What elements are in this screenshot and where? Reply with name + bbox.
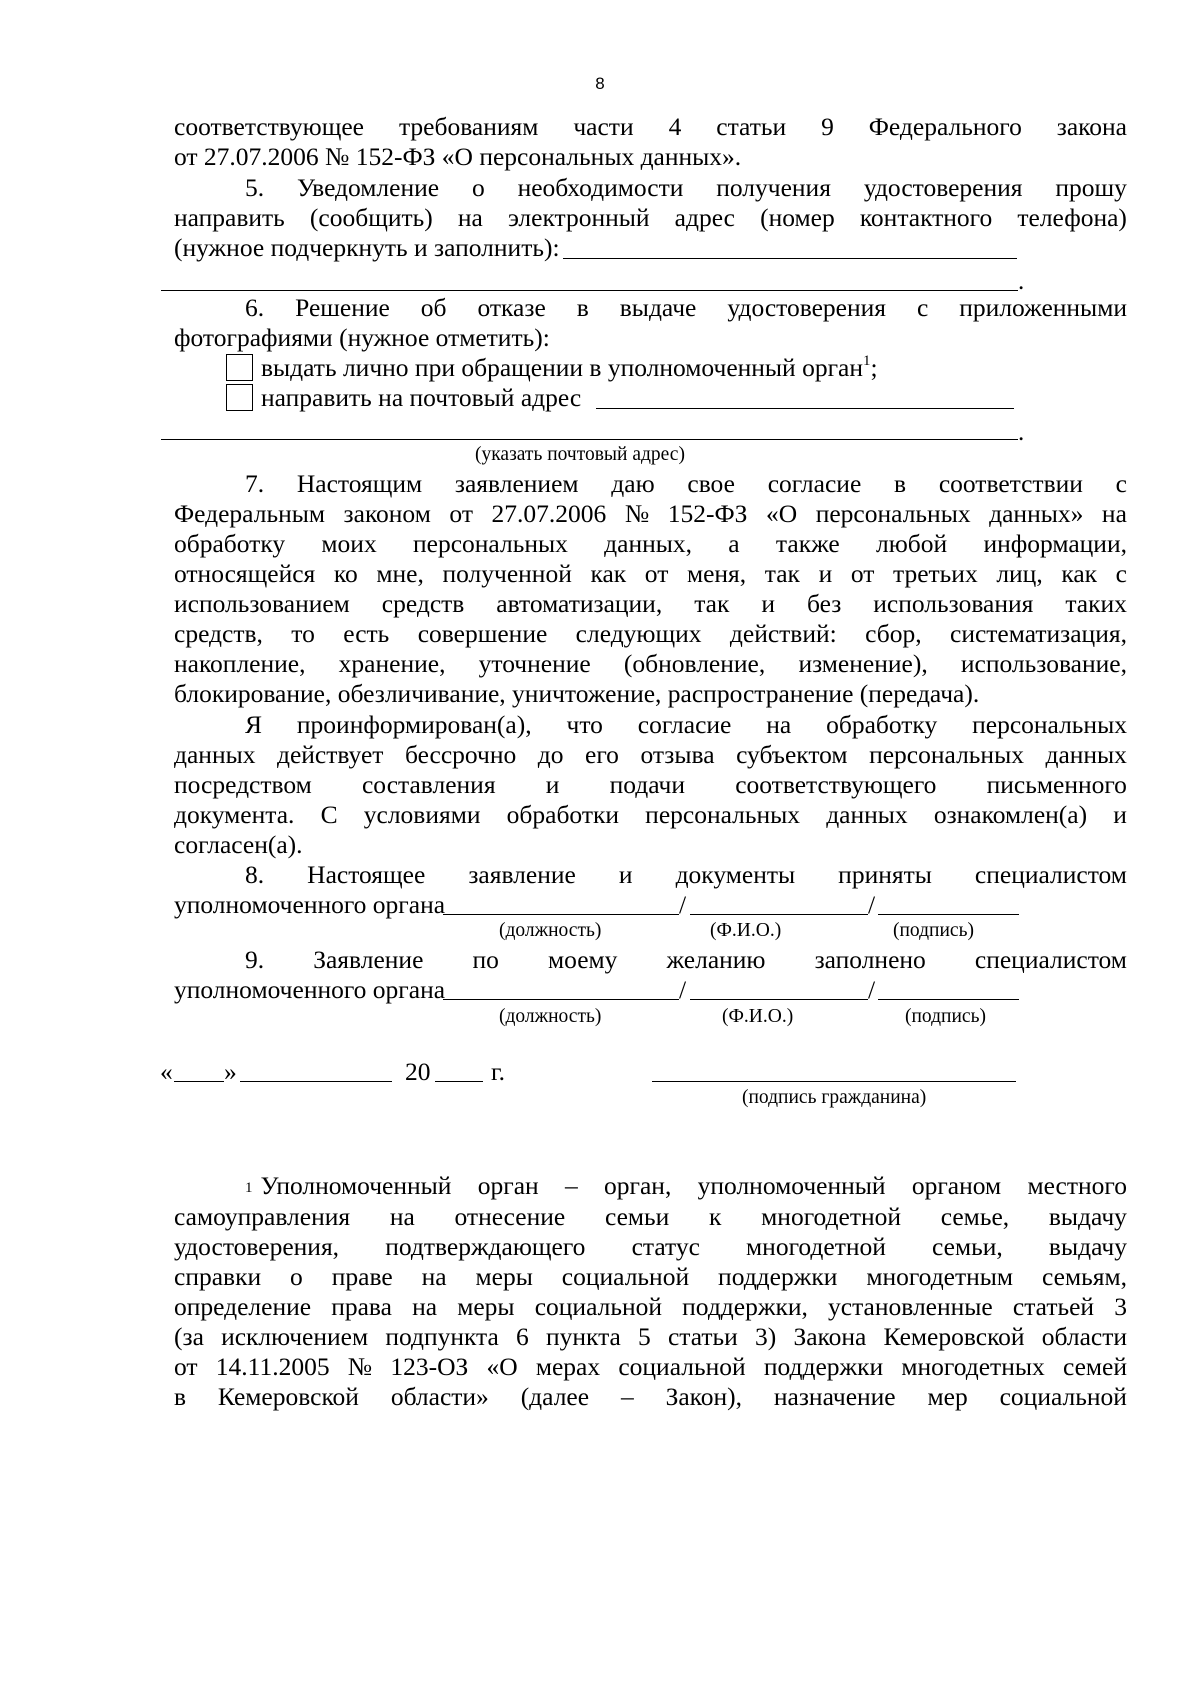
word: удостоверения [727,293,887,322]
word: Настоящее [307,860,426,889]
word: 4 [668,112,682,141]
para8-fio-field[interactable] [690,914,868,915]
word: (обновление, [623,649,766,678]
word: письменного [986,770,1127,799]
word: орган [477,1171,539,1200]
para7-line-5 [174,588,1127,620]
word: телефона) [1017,203,1127,232]
word: изменение), [798,649,928,678]
postal-address-fill-line[interactable] [596,408,1014,409]
contact-fill-line[interactable] [563,258,1017,259]
word: направить [174,203,285,232]
para8-position-field[interactable] [443,914,679,915]
word: уполномоченный [697,1171,886,1200]
word: закона [1056,112,1127,141]
word: и [545,770,560,799]
word: статус [631,1232,700,1261]
option-personal-pickup [261,352,878,384]
word: «О [486,1352,518,1381]
word: удостоверения, [174,1232,340,1261]
word: персональных [645,800,801,829]
word: ознакомлен(а) [933,800,1088,829]
word: отзыва [640,740,715,769]
para8-line-1 [245,859,1127,891]
word: 3) [755,1322,777,1351]
word: отнесение [454,1202,566,1231]
word: самоуправления [174,1202,351,1231]
word: специалистом [974,860,1127,889]
word: данных [174,740,256,769]
word: № [347,1352,373,1381]
word: Федеральным [174,499,325,528]
para7-line-8: блокирование, обезличивание, уничтожение, распространение (передача). [174,679,980,708]
word: отказе [477,293,546,322]
word: любой [875,529,948,558]
info-line-1 [245,709,1127,741]
word: об [420,293,447,322]
word: уточнение [478,649,591,678]
word: пункта [545,1322,621,1351]
word: 123-ОЗ [390,1352,469,1381]
word: социальной [618,1352,746,1381]
word: и [818,559,833,588]
para8-line-2: уполномоченного органа [174,890,446,919]
word: – [620,1382,634,1411]
word: на [457,203,483,232]
word: требованиям [398,112,539,141]
word: ко [333,559,358,588]
date-day-field[interactable] [174,1081,224,1082]
word: от [449,499,473,528]
word: заполнено [814,945,926,974]
word: соответствующее [174,112,364,141]
word: желанию [666,945,766,974]
para9-caption-sign: (подпись) [905,1006,986,1027]
word: Закон), [665,1382,743,1411]
footnote-line-5 [174,1291,1127,1323]
para5-fill-label: (нужное подчеркнуть и заполнить): [174,233,560,262]
word: части [573,112,634,141]
word: в [576,293,589,322]
word: (далее [520,1382,590,1411]
word: – [564,1171,578,1200]
footnote-line-3 [174,1231,1127,1263]
word: лиц, [996,559,1043,588]
word: документа. [174,800,295,829]
word: систематизация, [950,619,1127,648]
word: «О [765,499,798,528]
word: данных, [604,529,692,558]
word: хранение, [338,649,446,678]
word: получения [716,173,831,202]
para5-line-2 [174,202,1127,234]
word: накопление, [174,649,306,678]
word: статьей [1012,1292,1095,1321]
word: определение [174,1292,312,1321]
word: 8. [245,860,265,889]
word: справки [174,1262,262,1291]
para5-line-3 [174,232,1127,264]
word: субъектом [736,740,848,769]
word: согласие [637,710,732,739]
word: электронный [507,203,650,232]
footnote-ref: 1 [863,352,871,369]
word: исключением [221,1322,369,1351]
word: (за [174,1322,204,1351]
word: статьи [667,1322,738,1351]
word: адрес [674,203,735,232]
word: в [174,1382,187,1411]
word: подачи [609,770,685,799]
word: без [806,589,842,618]
info-line-4 [174,799,1127,831]
word: персональных [972,710,1127,739]
word: Я [245,710,263,739]
word: выдаче [619,293,697,322]
word: подпункта [385,1322,499,1351]
word: подтверждающего [385,1232,586,1261]
date-year-prefix: 20 [405,1057,431,1086]
word: персональных [413,529,568,558]
word: как [590,559,627,588]
para4-line-2: от 27.07.2006 № 152-ФЗ «О персональных данных». [174,142,742,171]
info-line-5: согласен(а). [174,830,303,859]
word: многодетной [746,1232,886,1261]
word: Уполномоченный [260,1171,452,1200]
word: приложенными [959,293,1127,322]
word: моих [321,529,377,558]
word: (номер [760,203,835,232]
word: данных [826,800,908,829]
word: действует [276,740,384,769]
word: 6 [516,1322,529,1351]
word: даю [611,469,655,498]
para7-line-6 [174,618,1127,650]
word: обработку [826,710,938,739]
word: праве [331,1262,393,1291]
word: социальной [999,1382,1127,1411]
word: области» [390,1382,489,1411]
word: выдачу [1048,1202,1127,1231]
word: меры [475,1262,533,1291]
para9-fio-field[interactable] [690,999,868,1000]
word: 9. [245,945,265,974]
word: статьи [716,112,787,141]
date-year-field[interactable] [435,1081,483,1082]
word: удостоверения [863,173,1023,202]
word: поддержки, [682,1292,808,1321]
word: 27.07.2006 [491,499,607,528]
word: а [728,529,740,558]
para9-slash-2: / [868,975,876,1004]
word: бессрочно [404,740,517,769]
word: и [618,860,633,889]
word: полученной [442,559,572,588]
footnote-line-4 [174,1261,1127,1293]
word: к [709,1202,722,1231]
postal-address-fill-line-2[interactable] [161,439,1018,440]
footnote-line-2 [174,1201,1127,1233]
word: на [766,710,792,739]
word: есть [343,619,390,648]
para6-line-2: фотографиями (нужное отметить): [174,323,550,352]
word: от [850,559,875,588]
para9-slash-1: / [679,975,687,1004]
date-close-quote: » [224,1057,237,1086]
word: на [421,1262,447,1291]
word: его [585,740,619,769]
word: мне, [376,559,424,588]
para5-end-dot: . [1018,268,1025,295]
word: и [1113,800,1127,829]
word: то [291,619,315,648]
para8-slash-1: / [679,890,687,919]
word: С [320,800,338,829]
word: средств [381,589,465,618]
word: меня, [686,559,747,588]
info-line-3 [174,769,1127,801]
word: так [694,589,730,618]
word: с [916,293,929,322]
word: Решение [295,293,390,322]
word: Закона [793,1322,867,1351]
para8-caption-fio: (Ф.И.О.) [710,920,782,941]
para9-caption-position: (должность) [499,1006,602,1027]
word: также [775,529,840,558]
date-month-field[interactable] [240,1081,392,1082]
word: семьи, [932,1232,1003,1261]
footnote-line-8 [174,1381,1127,1413]
word: прошу [1055,173,1127,202]
option-personal-pickup-label: выдать лично при обращении в уполномоченный орган [261,353,864,382]
word: средств, [174,619,263,648]
para9-line-1 [245,944,1127,976]
word: (сообщить) [309,203,433,232]
word: приняты [838,860,932,889]
option-postal-label: направить на почтовый адрес [261,383,582,412]
word: семьям, [1042,1262,1127,1291]
word: сбор, [865,619,922,648]
word: 14.11.2005 [215,1352,330,1381]
word: контактного [859,203,993,232]
contact-fill-line-2[interactable] [161,290,1018,291]
word: от [644,559,669,588]
word: 9 [821,112,834,141]
word: назначение [773,1382,896,1411]
word: органом [911,1171,1002,1200]
word: Настоящим [296,469,423,498]
word: 5. [245,173,265,202]
word: на [1101,499,1127,528]
para9-caption-fio: (Ф.И.О.) [722,1006,794,1027]
word: меры [457,1292,515,1321]
word: свое [687,469,735,498]
word: необходимости [517,173,684,202]
word: семей [1062,1352,1127,1381]
word: и [761,589,775,618]
word: как [1061,559,1098,588]
word: заявление [468,860,576,889]
word: автоматизации, [496,589,663,618]
word: от [174,1352,198,1381]
word: документы [675,860,796,889]
footnote-line-7 [174,1351,1127,1383]
word: социальной [534,1292,663,1321]
postal-address-hint: (указать почтовый адрес) [475,444,685,465]
para8-caption-sign: (подпись) [893,920,974,941]
footnote-line-1: $^1$ Уполномоченный орган – орган, уполномоченный органом местного [245,1171,1127,1200]
word: № [624,499,650,528]
word: составления [361,770,496,799]
word: что [566,710,603,739]
word: специалистом [974,945,1127,974]
word: о [471,173,485,202]
word: посредством [174,770,312,799]
word: 7. [245,469,265,498]
word: 6. [245,293,265,322]
word: о [290,1262,303,1291]
word: местного [1027,1171,1127,1200]
word: Кемеровской [217,1382,359,1411]
para7-line-4 [174,558,1127,590]
para9-signature-field[interactable] [878,999,1019,1000]
word: согласие [767,469,862,498]
para5-line-1 [245,172,1127,204]
word: в [894,469,907,498]
word: обработки [506,800,620,829]
word: условиями [363,800,481,829]
word: Заявление [313,945,424,974]
word: совершение [417,619,548,648]
citizen-signature-caption: (подпись гражданина) [742,1087,927,1108]
para4-line-1 [174,111,1127,143]
word: 5 [638,1322,651,1351]
word: на [412,1292,438,1321]
word: Уведомление [297,173,440,202]
para9-position-field[interactable] [443,999,679,1000]
checkbox-postal[interactable] [226,384,253,411]
word: следующих [575,619,702,648]
para9-line-2: уполномоченного органа [174,975,446,1004]
info-line-2 [174,739,1127,771]
word: данных» [989,499,1084,528]
word: выдачу [1048,1232,1127,1261]
word: права [331,1292,392,1321]
word: многодетных [901,1352,1045,1381]
option-postal [261,382,581,414]
word: семьи [604,1202,670,1231]
checkbox-personal-pickup[interactable] [226,354,253,381]
word: персональных [869,740,1024,769]
footnote-line-1-text [261,1170,1128,1202]
word: информации, [983,529,1127,558]
word: обработку [174,529,286,558]
word: установленные [828,1292,993,1321]
word: соответствии [938,469,1083,498]
word: использованием [174,589,350,618]
word: на [389,1202,415,1231]
word: так [764,559,800,588]
date-year-suffix: г. [491,1057,505,1086]
word: социальной [561,1262,690,1291]
word: поддержки [718,1262,838,1291]
word: использование, [960,649,1127,678]
para8-slash-2: / [868,890,876,919]
word: по [472,945,499,974]
word: до [537,740,564,769]
word: заявлением [454,469,579,498]
word: использования [873,589,1034,618]
para7-line-1 [245,468,1127,500]
page-number: 8 [595,74,605,93]
word: мер [927,1382,968,1411]
word: поддержки [763,1352,884,1381]
word: многодетным [866,1262,1014,1291]
word: области [1041,1322,1127,1351]
date-open-quote: « [160,1057,173,1086]
word: 3 [1114,1292,1127,1321]
para8-caption-position: (должность) [499,920,602,941]
citizen-signature-field[interactable] [652,1081,1016,1082]
para7-line-7 [174,648,1127,680]
word: семье, [940,1202,1010,1231]
para6-end-dot: . [1018,419,1025,446]
word: с [1115,469,1127,498]
word: многодетной [761,1202,902,1231]
word: действий: [729,619,837,648]
word: персональных [815,499,971,528]
para7-line-3 [174,528,1127,560]
word: мерах [535,1352,601,1381]
word: с [1115,559,1127,588]
word: Кемеровской [883,1322,1025,1351]
word: третьих [893,559,978,588]
word: Федерального [868,112,1022,141]
word: моему [548,945,618,974]
word: орган, [604,1171,672,1200]
word: относящейся [174,559,316,588]
word: соответствующего [735,770,937,799]
para6-line-1 [245,292,1127,324]
para8-signature-field[interactable] [878,914,1019,915]
option-personal-pickup-end: ; [870,353,878,382]
word: данных [1045,740,1127,769]
footnote-line-6 [174,1321,1127,1353]
word: таких [1065,589,1127,618]
word: 152-ФЗ [667,499,748,528]
word: законом [343,499,431,528]
word: проинформирован(а), [296,710,532,739]
para7-line-2 [174,498,1127,530]
